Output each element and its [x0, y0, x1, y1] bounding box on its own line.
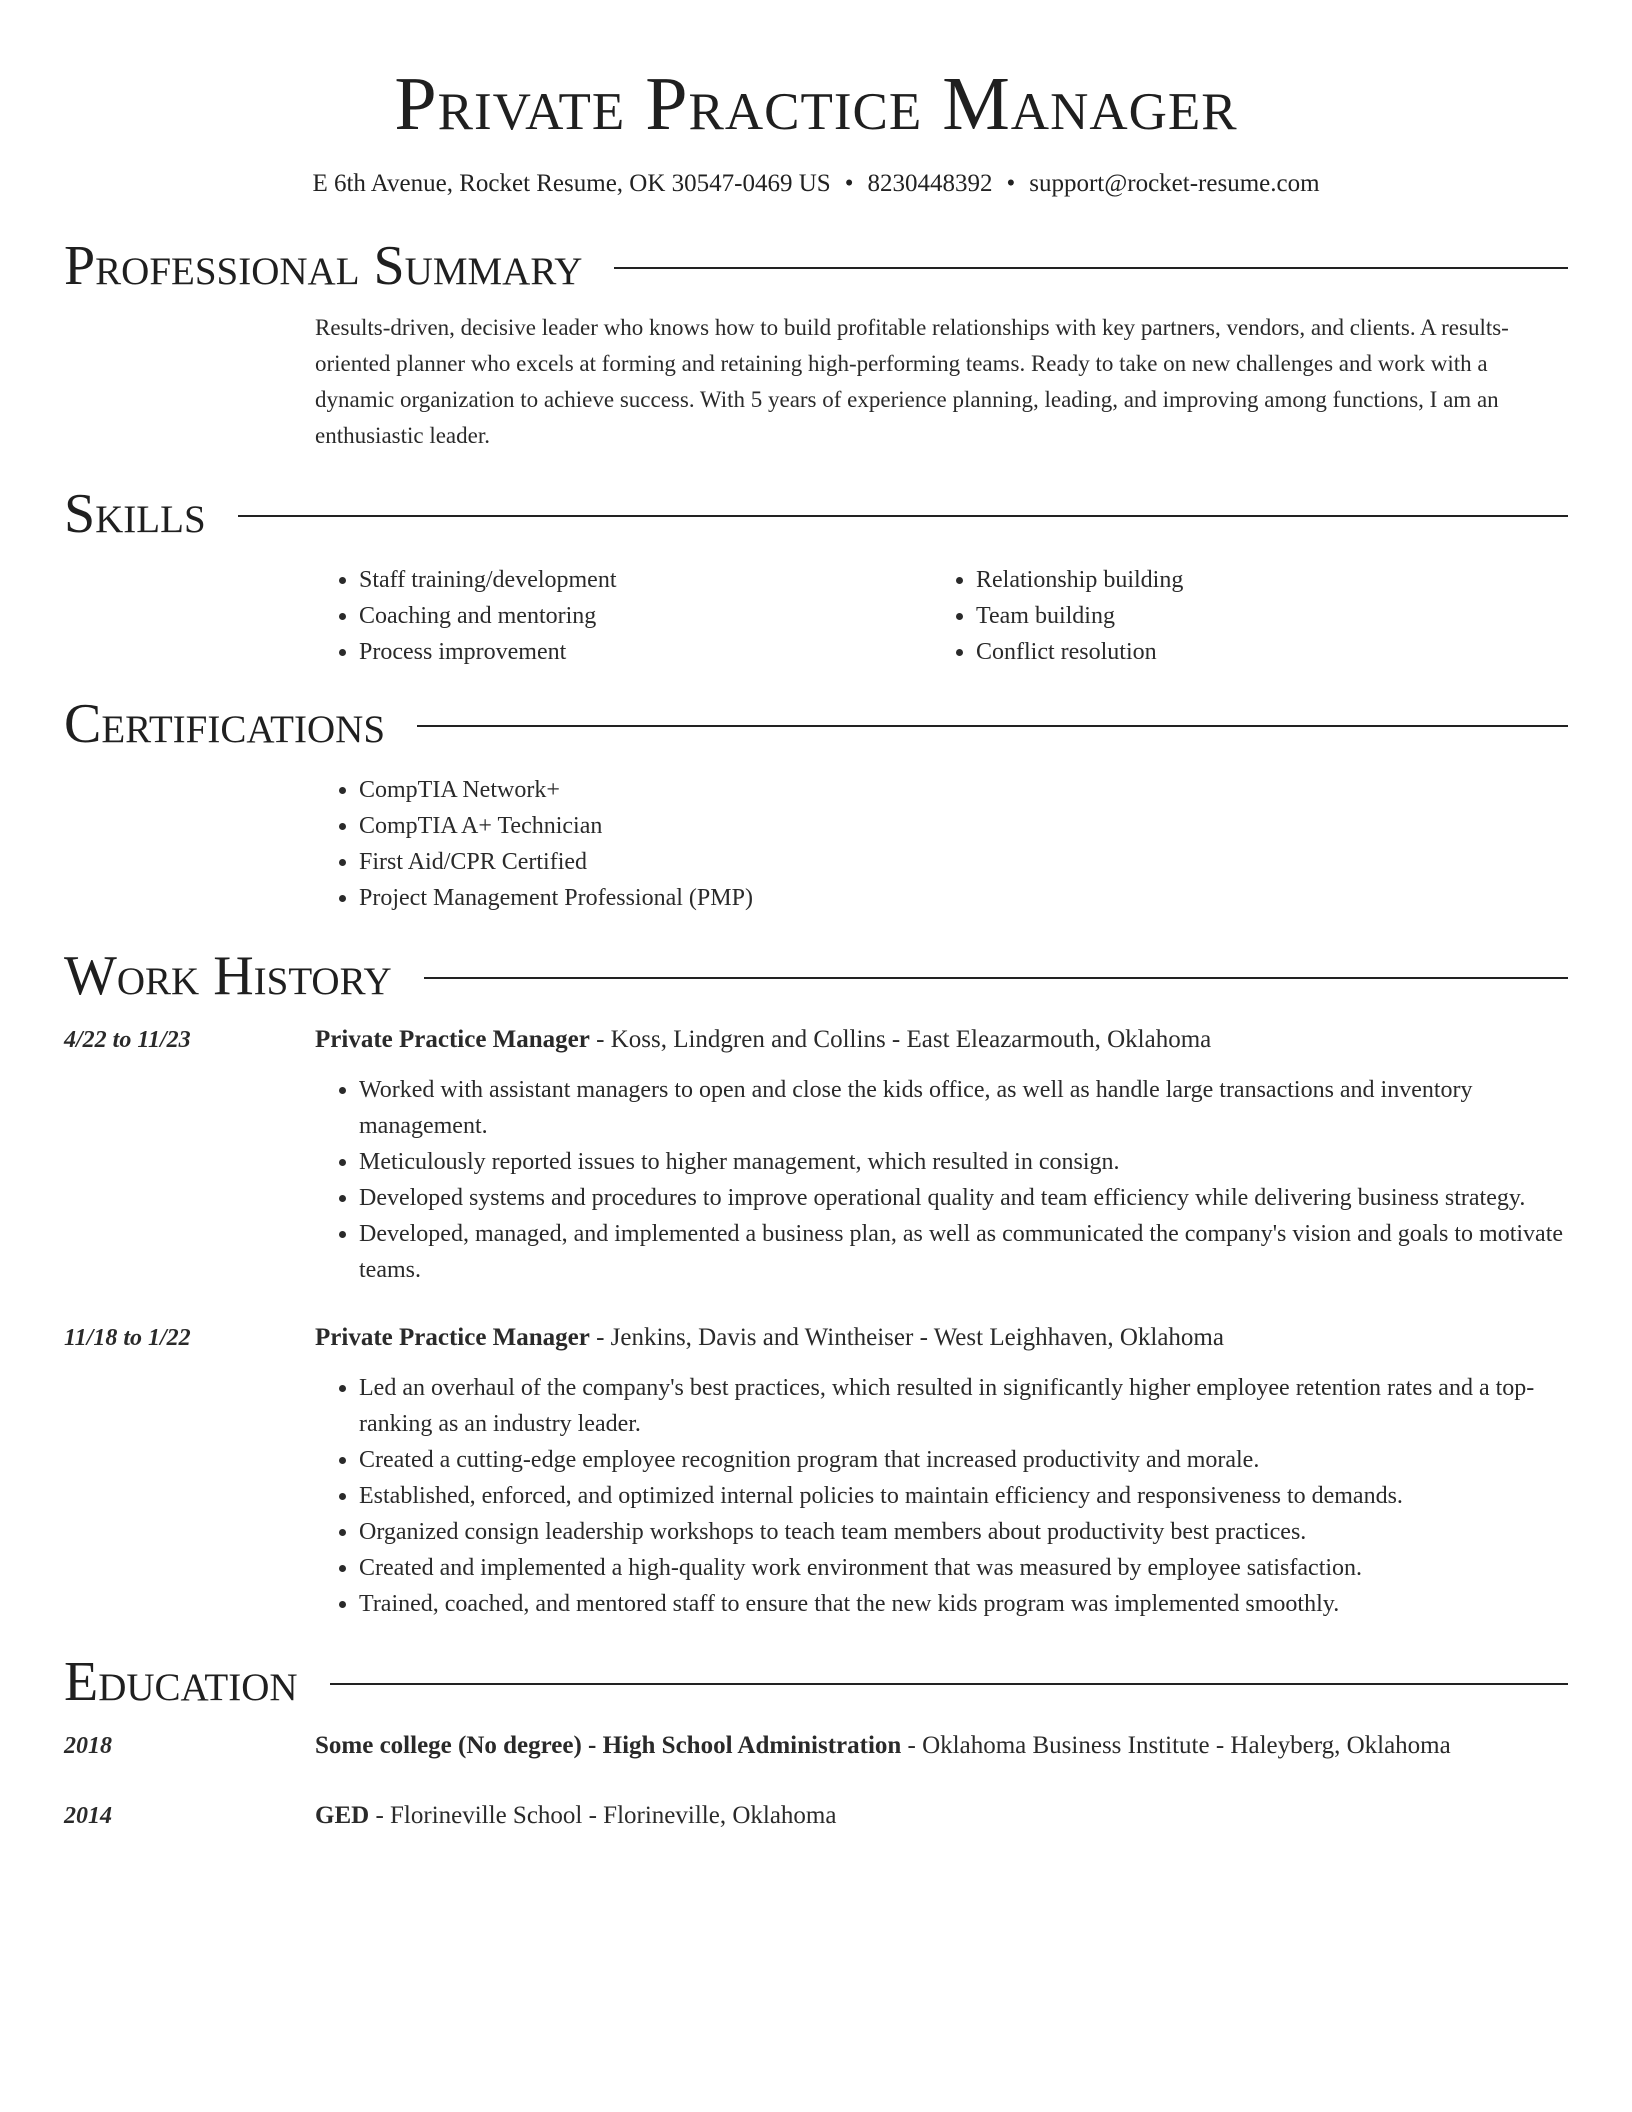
skills-title: Skills — [64, 483, 206, 545]
job-role: Private Practice Manager — [315, 1026, 590, 1053]
section-divider — [424, 977, 1568, 979]
education-section — [64, 1652, 1568, 1834]
job-duty: • Meticulously reported issues to higher management, which resulted in consign. — [359, 1144, 1568, 1180]
education-year: 2018 — [64, 1733, 112, 1759]
education-entry — [64, 1728, 1568, 1764]
certification-item: • CompTIA A+ Technician — [359, 808, 1568, 844]
contact-phone: 8230448392 — [867, 170, 993, 197]
job-employer-location: - Jenkins, Davis and Wintheiser - West Leighhaven, Oklahoma — [589, 1324, 1224, 1351]
job-entry — [64, 1022, 1568, 1288]
job-duty: • Organized consign leadership workshops to teach team members about productivity best practices. — [359, 1514, 1568, 1550]
contact-email: support@rocket-resume.com — [1029, 170, 1320, 197]
job-duty: • Worked with assistant managers to open and close the kids office, as well as handle large transactions and inventory management. — [359, 1072, 1568, 1144]
skill-item: • Coaching and mentoring — [359, 598, 932, 634]
skill-item: • Team building — [976, 598, 1549, 634]
contact-separator: • — [844, 170, 854, 197]
job-header — [64, 1022, 1568, 1058]
skill-item: • Process improvement — [359, 634, 932, 670]
certifications-list — [315, 772, 1568, 916]
education-year: 2014 — [64, 1803, 112, 1829]
education-heading — [315, 1798, 836, 1834]
job-duty: • Created a cutting-edge employee recognition program that increased productivity and morale. — [359, 1442, 1568, 1478]
job-duty: • Developed, managed, and implemented a business plan, as well as communicated the company's vision and goals to motivate teams. — [359, 1216, 1568, 1288]
job-duties — [315, 1072, 1568, 1288]
job-duties-list — [315, 1370, 1568, 1622]
certification-item: • First Aid/CPR Certified — [359, 844, 1568, 880]
education-entry — [64, 1798, 1568, 1834]
job-heading — [315, 1320, 1224, 1356]
section-divider — [614, 267, 1568, 269]
skills-column-left — [315, 562, 932, 670]
job-header — [64, 1320, 1568, 1356]
summary-section — [64, 236, 1568, 454]
job-duty: • Established, enforced, and optimized internal policies to maintain efficiency and responsiveness to demands. — [359, 1478, 1568, 1514]
education-degree: GED — [315, 1802, 370, 1829]
contact-address: E 6th Avenue, Rocket Resume, OK 30547-0469 US — [312, 170, 831, 197]
job-duty: • Created and implemented a high-quality work environment that was measured by employee satisfaction. — [359, 1550, 1568, 1586]
skill-item: • Conflict resolution — [976, 634, 1549, 670]
summary-header — [64, 236, 1568, 296]
job-duty: • Led an overhaul of the company's best practices, which resulted in significantly higher employee retention rates and a top-ranking as an industry leader. — [359, 1370, 1568, 1442]
education-header — [64, 1652, 1568, 1712]
skill-item: • Staff training/development — [359, 562, 932, 598]
skills-section — [64, 484, 1568, 670]
job-employer-location: - Koss, Lindgren and Collins - East Eleazarmouth, Oklahoma — [589, 1026, 1212, 1053]
candidate-name: Private Practice Manager — [394, 62, 1238, 146]
certifications-section — [64, 694, 1568, 916]
resume-page — [64, 0, 1568, 1834]
job-dates: 4/22 to 11/23 — [64, 1027, 191, 1053]
education-title: Education — [64, 1651, 298, 1713]
certification-item: • CompTIA Network+ — [359, 772, 1568, 808]
skills-column-right — [932, 562, 1549, 670]
work-history-header — [64, 946, 1568, 1006]
job-duty: • Developed systems and procedures to improve operational quality and team efficiency while delivering business strategy. — [359, 1180, 1568, 1216]
skills-grid — [315, 562, 1568, 670]
job-duties — [315, 1370, 1568, 1622]
job-entry — [64, 1320, 1568, 1622]
summary-title: Professional Summary — [64, 235, 583, 297]
summary-text: Results-driven, decisive leader who knows how to build profitable relationships with key partners, vendors, and clients. A results-oriented planner who excels at forming and retaining high-performing teams. Ready to take on new challenges and work with a dynamic organization to achieve success. With 5 years of experience planning, leading, and improving among functions, I am an enthusiastic leader. — [315, 315, 1509, 448]
certifications-header — [64, 694, 1568, 754]
education-degree: Some college (No degree) - High School Administration — [315, 1732, 902, 1759]
work-history-title: Work History — [64, 945, 392, 1007]
certifications-title: Certifications — [64, 693, 386, 755]
education-heading — [315, 1728, 1451, 1764]
section-divider — [330, 1683, 1568, 1685]
education-school-location: - Florineville School - Florineville, Oklahoma — [369, 1802, 837, 1829]
contact-separator: • — [1006, 170, 1016, 197]
job-duty: • Trained, coached, and mentored staff to ensure that the new kids program was implemented smoothly. — [359, 1586, 1568, 1622]
job-role: Private Practice Manager — [315, 1324, 590, 1351]
contact-line — [64, 168, 1568, 200]
job-heading — [315, 1022, 1211, 1058]
education-school-location: - Oklahoma Business Institute - Haleyberg, Oklahoma — [901, 1732, 1451, 1759]
job-duties-list — [315, 1072, 1568, 1288]
skills-list-right — [932, 562, 1549, 670]
skills-list-left — [315, 562, 932, 670]
job-dates: 11/18 to 1/22 — [64, 1325, 191, 1351]
work-history-section — [64, 946, 1568, 1622]
certification-item: • Project Management Professional (PMP) — [359, 880, 1568, 916]
certifications-body — [315, 772, 1568, 916]
section-divider — [417, 725, 1568, 727]
skills-header — [64, 484, 1568, 544]
skill-item: • Relationship building — [976, 562, 1549, 598]
section-divider — [238, 515, 1568, 517]
